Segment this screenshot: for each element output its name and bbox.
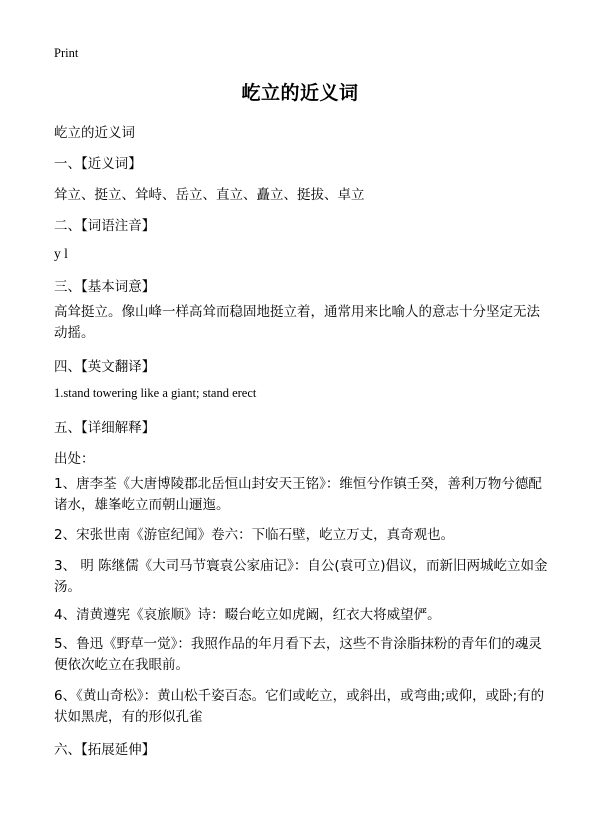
source-item-4: 4、清黄遵宪《哀旅顺》诗：畷台屹立如虎阚，红衣大将威望俨。 [54,607,441,623]
translation-text: 1.stand towering like a giant; stand erect [54,386,257,400]
print-label: Print [54,46,79,60]
section-heading-synonyms: 一、【近义词】 [54,156,142,172]
source-label: 出处： [54,451,95,467]
section-heading-translation: 四、【英文翻译】 [54,359,156,375]
source-item-2: 2、宋张世南《游宦纪闻》卷六：下临石壁，屹立万丈，真奇观也。 [54,527,455,543]
section-heading-explanation: 五、【详细解释】 [54,420,156,436]
meaning-text: 高耸挺立。像山峰一样高耸而稳固地挺立着，通常用来比喻人的意志十分坚定无法动摇。 [54,304,540,341]
source-item-5: 5、鲁迅《野草一觉》：我照作品的年月看下去，这些不肯涂脂抹粉的青年们的魂灵便依次屹立在我眼前。 [54,636,542,673]
section-heading-meaning: 三、【基本词意】 [54,279,156,295]
synonyms-list: 耸立、挺立、耸峙、岳立、直立、矗立、挺拔、卓立 [54,187,365,203]
pronunciation-text: y l [54,246,68,261]
section-heading-extension: 六、【拓展延伸】 [54,742,156,758]
source-item-6: 6、《黄山奇松》：黄山松千姿百态。它们或屹立，或斜出，或弯曲;或仰，或卧;有的状如黑虎，有的形似孔雀 [54,688,545,725]
source-item-3: 3、 明 陈继儒《大司马节寰袁公家庙记》：自公(袁可立)倡议，而新旧两城屹立如金汤。 [54,558,548,595]
intro-text: 屹立的近义词 [54,125,135,141]
section-heading-pronunciation: 二、【词语注音】 [54,218,156,234]
source-item-1: 1、唐李荃《大唐博陵郡北岳恒山封安天王铭》：维恒兮作镇壬癸，善利万物兮德配诸水，雄峯屹立而朝山逦迤。 [54,476,542,513]
page-title: 屹立的近义词 [241,82,359,104]
